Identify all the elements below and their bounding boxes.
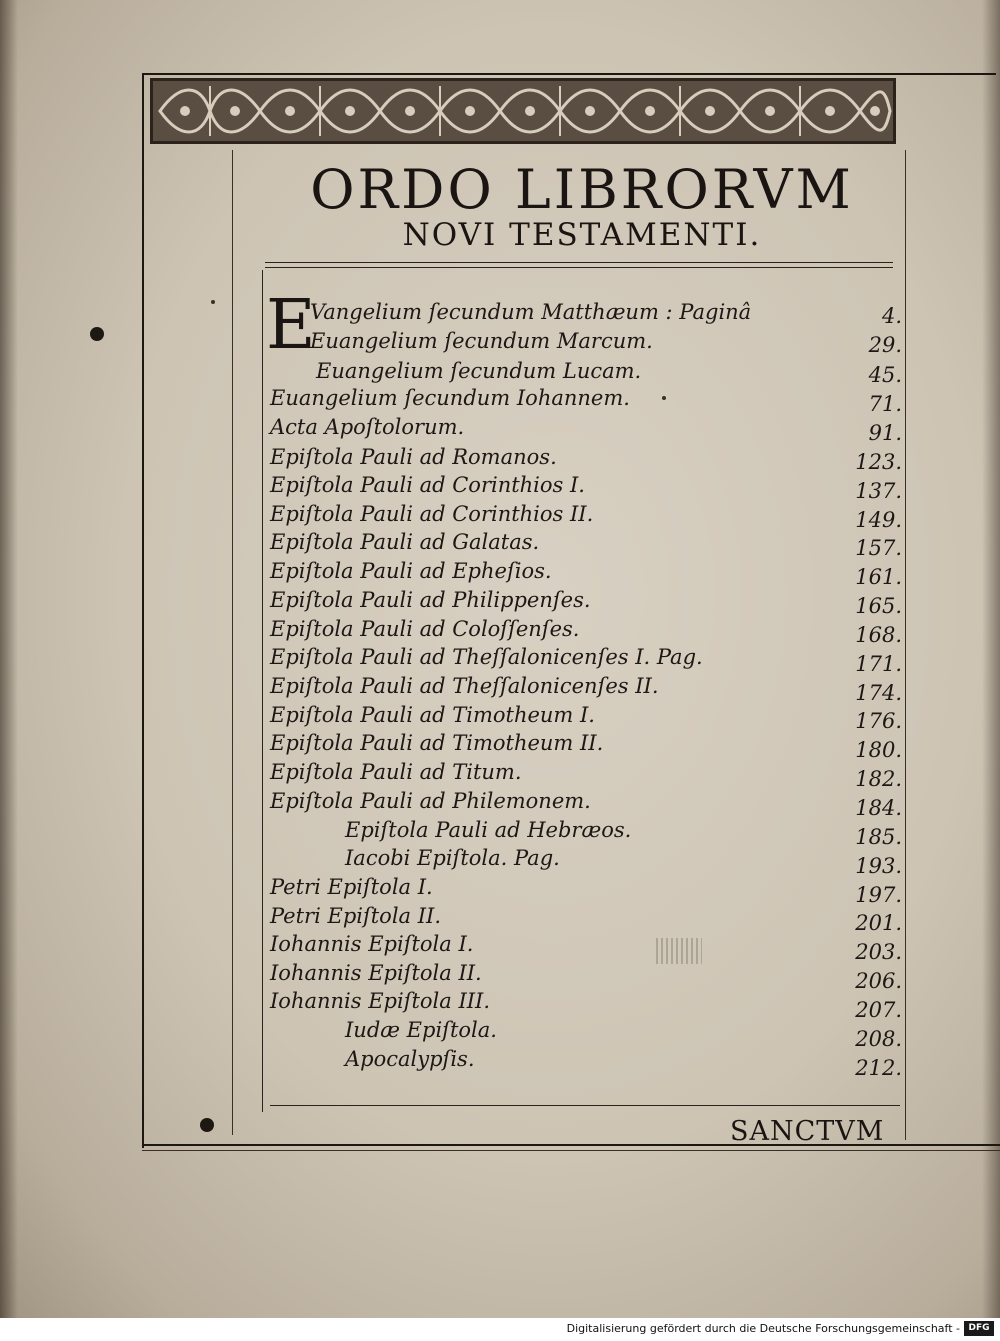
title-rule-upper (265, 262, 893, 263)
toc-page-number: 185. (855, 825, 902, 849)
page-title: ORDO LIBRORVM (310, 158, 854, 221)
toc-page-number: 174. (855, 681, 902, 705)
faded-stamp-icon (656, 938, 702, 964)
toc-page-number: 29. (868, 333, 902, 357)
toc-entry: Epiſtola Pauli ad Epheſios. (270, 559, 552, 583)
toc-page-number: 193. (855, 854, 902, 878)
toc-page-number: 161. (855, 565, 902, 589)
toc-entry: Apocalypſis. (345, 1047, 475, 1071)
toc-entry: Euangelium ſecundum Lucam. (316, 359, 642, 383)
toc-entry: Petri Epiſtola I. (270, 875, 433, 899)
toc-entry: Epiſtola Pauli ad Hebræos. (345, 818, 632, 842)
toc-page-number: 137. (855, 479, 902, 503)
toc-page-number: 176. (855, 709, 902, 733)
toc-page-number: 208. (855, 1027, 902, 1051)
toc-entry: Epiſtola Pauli ad Coloſſenſes. (270, 617, 580, 641)
toc-entry: Epiſtola Pauli ad Philemonem. (270, 789, 591, 813)
inner-left-rule (232, 150, 233, 1135)
footer-bar (0, 1318, 1000, 1341)
toc-entry: Epiſtola Pauli ad Galatas. (270, 530, 540, 554)
text-left-rule (262, 270, 263, 1112)
toc-page-number: 45. (868, 363, 902, 387)
toc-entry: Epiſtola Pauli ad Timotheum I. (270, 703, 595, 727)
toc-page-number: 171. (855, 652, 902, 676)
binding-hole-icon (90, 327, 104, 341)
bottom-rule (270, 1105, 900, 1106)
frame-top-rule (142, 73, 996, 75)
toc-entry: Epiſtola Pauli ad Theſſalonicenſes II. (270, 674, 659, 698)
binding-hole-icon (200, 1118, 214, 1132)
toc-page-number: 4. (881, 304, 902, 328)
toc-entry: Iohannis Epiſtola III. (270, 989, 491, 1013)
frame-bottom-rule-thin (142, 1150, 1000, 1151)
footer-credit: Digitalisierung gefördert durch die Deutsche Forschungsgemeinschaft - (566, 1322, 960, 1335)
toc-page-number: 91. (868, 421, 902, 445)
dfg-logo-icon: DFG (964, 1321, 994, 1336)
toc-entry: Petri Epiſtola II. (270, 904, 442, 928)
toc-page-number: 71. (868, 392, 902, 416)
right-rule (905, 150, 906, 1140)
toc-page-number: 207. (855, 998, 902, 1022)
toc-entry: Iohannis Epiſtola II. (270, 961, 482, 985)
ink-speck-icon (211, 300, 215, 304)
toc-page-number: 182. (855, 767, 902, 791)
toc-entry: Epiſtola Pauli ad Philippenſes. (270, 588, 591, 612)
toc-page-number: 149. (855, 508, 902, 532)
toc-entry: Epiſtola Pauli ad Titum. (270, 760, 522, 784)
toc-entry: Iudæ Epiſtola. (345, 1018, 497, 1042)
toc-entry: Epiſtola Pauli ad Corinthios II. (270, 502, 594, 526)
title-rule-lower (265, 267, 893, 268)
toc-page-number: 212. (855, 1056, 902, 1080)
ink-speck-icon (662, 396, 666, 400)
toc-entry: Epiſtola Pauli ad Corinthios I. (270, 473, 585, 497)
toc-page-number: 206. (855, 969, 902, 993)
ornament-band-icon (150, 78, 896, 144)
catchword: SANCTVM (730, 1116, 885, 1147)
toc-page-number: 168. (855, 623, 902, 647)
toc-page-number: 180. (855, 738, 902, 762)
toc-page-number: 203. (855, 940, 902, 964)
toc-entry: Acta Apoſtolorum. (270, 415, 465, 439)
toc-entry: Euangelium ſecundum Marcum. (310, 329, 653, 353)
toc-page-number: 165. (855, 594, 902, 618)
right-edge-shadow (982, 0, 1000, 1318)
toc-page-number: 123. (855, 450, 902, 474)
toc-entry: Vangelium ſecundum Matthæum : Paginâ (310, 300, 752, 324)
left-edge-shadow (0, 0, 18, 1318)
toc-entry: Epiſtola Pauli ad Timotheum II. (270, 731, 604, 755)
drop-cap: E (266, 286, 316, 365)
toc-entry: Epiſtola Pauli ad Theſſalonicenſes I. Pag. (270, 645, 703, 669)
toc-entry: Euangelium ſecundum Iohannem. (270, 386, 630, 410)
toc-entry: Epiſtola Pauli ad Romanos. (270, 445, 557, 469)
toc-page-number: 157. (855, 536, 902, 560)
toc-page-number: 197. (855, 883, 902, 907)
toc-entry: Iacobi Epiſtola. Pag. (345, 846, 560, 870)
toc-page-number: 184. (855, 796, 902, 820)
frame-left-rule (142, 73, 144, 1148)
toc-entry: Iohannis Epiſtola I. (270, 932, 474, 956)
page-subtitle: NOVI TESTAMENTI. (402, 217, 762, 253)
toc-page-number: 201. (855, 911, 902, 935)
